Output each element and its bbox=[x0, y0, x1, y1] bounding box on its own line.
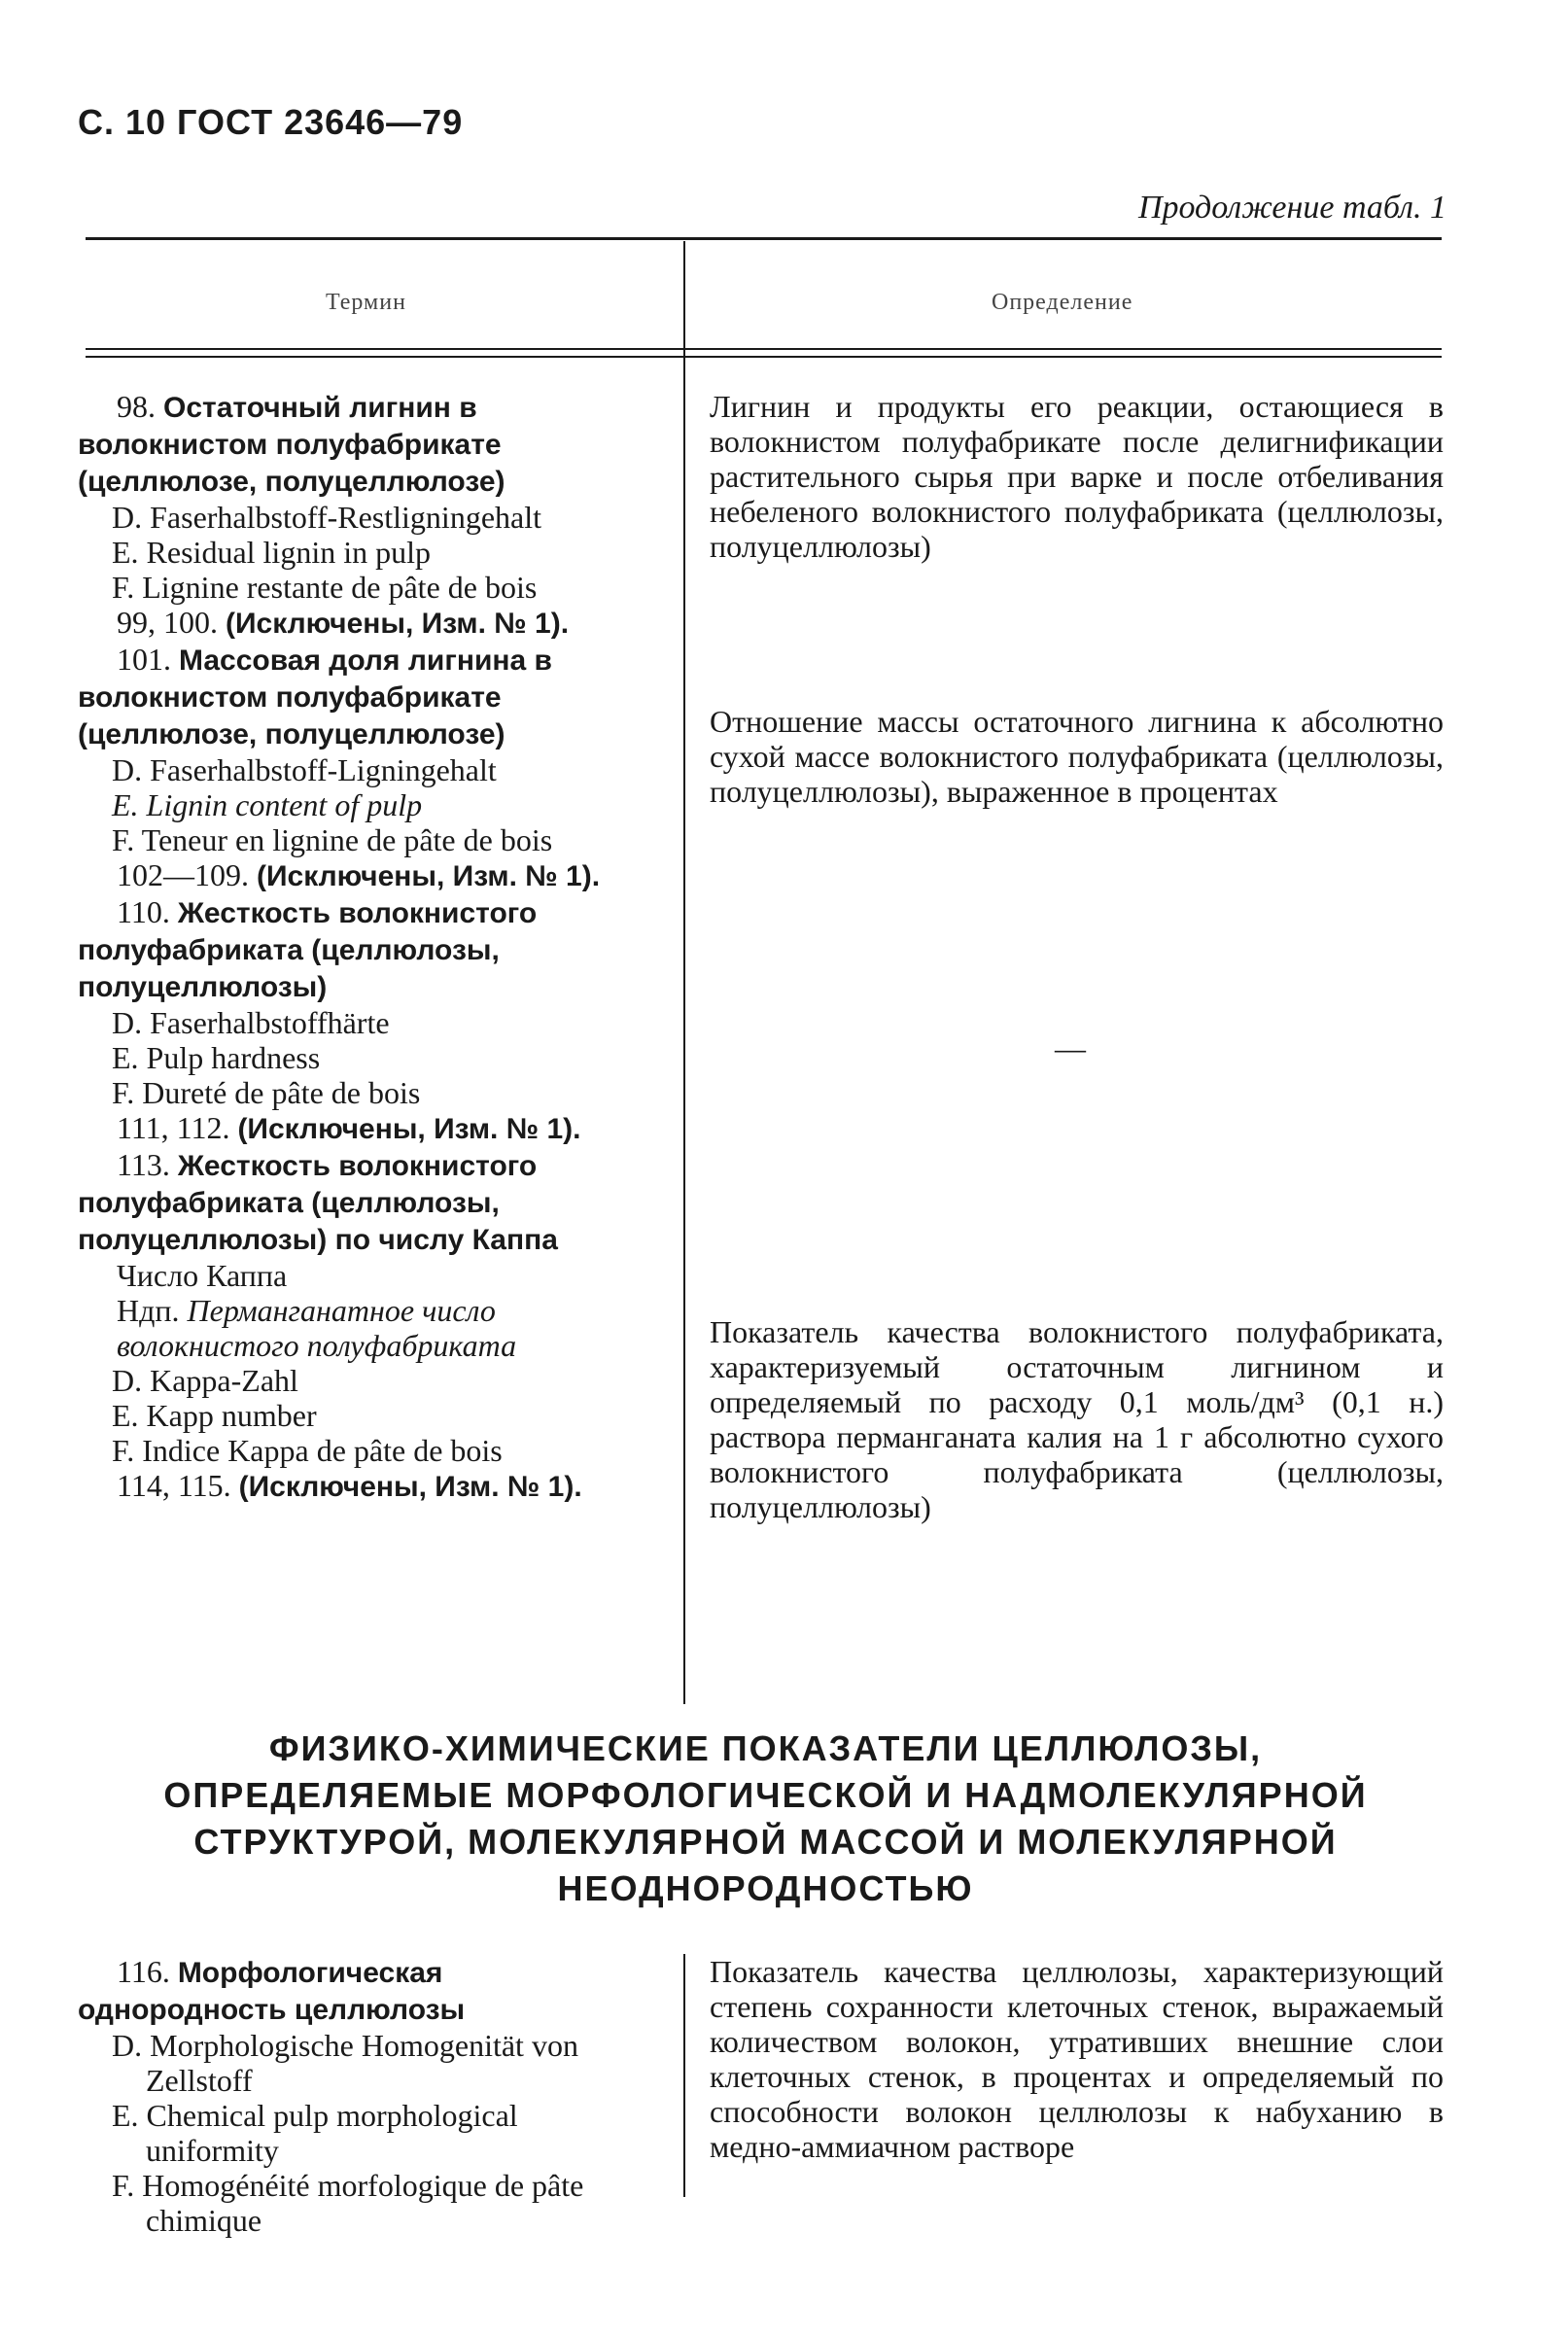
term-113-en: E. Kapp number bbox=[112, 1398, 317, 1433]
term-116-title: 116. Морфологическая однородность целлюлозы bbox=[78, 1954, 466, 2026]
table-continuation: Продолжение табл. 1 bbox=[1137, 190, 1446, 226]
term-98-en: E. Residual lignin in pulp bbox=[112, 535, 431, 570]
term-110: 110. Жесткость волокнистого полуфабриката (целлюлозы, полуцеллюлозы) bbox=[78, 894, 538, 1003]
definition-113: Показатель качества волокнистого полуфабриката, характеризуемый остаточным лигнином и определяемый по расходу 0,1 моль/дм³ (0,1 н.) раствора перманганата калия на 1 г абсолютно сухого волокнистого полуфабриката (целлюлозы, полуцеллюлозы) bbox=[710, 1314, 1444, 1524]
term-102-109: 102—109. (Исключены, Изм. № 1). bbox=[117, 857, 601, 892]
definition-98: Лигнин и продукты его реакции, остающиеся в волокнистом полуфабрикате после делигнификации растительного сырья при варке и после отбеливания небеленого волокнистого полуфабриката (целлюлозы, полуцеллюлозы) bbox=[710, 389, 1444, 564]
term-101: 101. Массовая доля лигнина в волокнистом полуфабрикате (целлюлозе, полуцеллюлозе) bbox=[78, 642, 552, 750]
term-114-115: 114, 115. (Исключены, Изм. № 1). bbox=[117, 1468, 582, 1503]
definition-110: — bbox=[1055, 1030, 1086, 1065]
terms-column-top bbox=[78, 389, 651, 1505]
column-header-definition: Определение bbox=[992, 290, 1133, 315]
term-98-de: D. Faserhalbstoff-Restligningehalt bbox=[112, 500, 541, 535]
column-divider bbox=[683, 241, 685, 1704]
term-116-en: E. Chemical pulp morphological uniformity bbox=[112, 2098, 518, 2168]
term-101-fr: F. Teneur en lignine de pâte de bois bbox=[112, 822, 553, 857]
column-divider-lower bbox=[683, 1954, 685, 2197]
term-98-fr: F. Lignine restante de pâte de bois bbox=[112, 570, 538, 605]
term-98: 98. Остаточный лигнин в волокнистом полуфабрикате (целлюлозе, полуцеллюлозе) bbox=[78, 389, 505, 498]
term-111-112: 111, 112. (Исключены, Изм. № 1). bbox=[117, 1110, 581, 1145]
term-113-fr: F. Indice Kappa de pâte de bois bbox=[112, 1433, 503, 1468]
section-title: ФИЗИКО-ХИМИЧЕСКИЕ ПОКАЗАТЕЛИ ЦЕЛЛЮЛОЗЫ, ОПРЕДЕЛЯЕМЫЕ МОРФОЛОГИЧЕСКОЙ И НАДМОЛЕКУЛЯРНОЙ СТРУКТУРОЙ, МОЛЕКУЛЯРНОЙ МАССОЙ И МОЛЕКУЛЯРНОЙ НЕОДНОРОДНОСТЬЮ bbox=[163, 1728, 1368, 1908]
term-101-en: E. Lignin content of pulp bbox=[112, 787, 423, 822]
page-header: С. 10 ГОСТ 23646—79 bbox=[78, 102, 464, 142]
term-113-de: D. Kappa-Zahl bbox=[112, 1363, 298, 1398]
term-116-de: D. Morphologische Homogenität von Zellstoff bbox=[112, 2028, 578, 2098]
term-113-alt: Число Каппа bbox=[117, 1258, 288, 1293]
term-116-fr: F. Homogénéité morfologique de pâte chimique bbox=[112, 2168, 584, 2238]
column-header-terms: Термин bbox=[326, 290, 406, 315]
term-113: 113. Жесткость волокнистого полуфабриката (целлюлозы, полуцеллюлозы) по числу Каппа bbox=[78, 1147, 558, 1256]
header-double-rule-1 bbox=[86, 348, 1442, 350]
term-99-100: 99, 100. (Исключены, Изм. № 1). bbox=[117, 605, 570, 640]
term-110-de: D. Faserhalbstoffhärte bbox=[112, 1005, 390, 1040]
header-double-rule-2 bbox=[86, 356, 1442, 358]
term-110-en: E. Pulp hardness bbox=[112, 1040, 321, 1075]
term-113-ndp: Ндп. Перманганатное число волокнистого полуфабриката bbox=[117, 1293, 517, 1363]
definition-116: Показатель качества целлюлозы, характеризующий степень сохранности клеточных стенок, выражаемый количеством волокон, утративших внешние слои клеточных стенок, в процентах и определяемый по способности волокон целлюлозы к набуханию в медно-аммиачном растворе bbox=[710, 1954, 1444, 2164]
term-116 bbox=[78, 1954, 651, 2238]
table-top-rule bbox=[86, 237, 1442, 240]
definition-101: Отношение массы остаточного лигнина к абсолютно сухой массе волокнистого полуфабриката (целлюлозы, полуцеллюлозы), выраженное в процентах bbox=[710, 704, 1444, 809]
term-101-de: D. Faserhalbstoff-Ligningehalt bbox=[112, 752, 497, 787]
term-110-fr: F. Dureté de pâte de bois bbox=[112, 1075, 421, 1110]
